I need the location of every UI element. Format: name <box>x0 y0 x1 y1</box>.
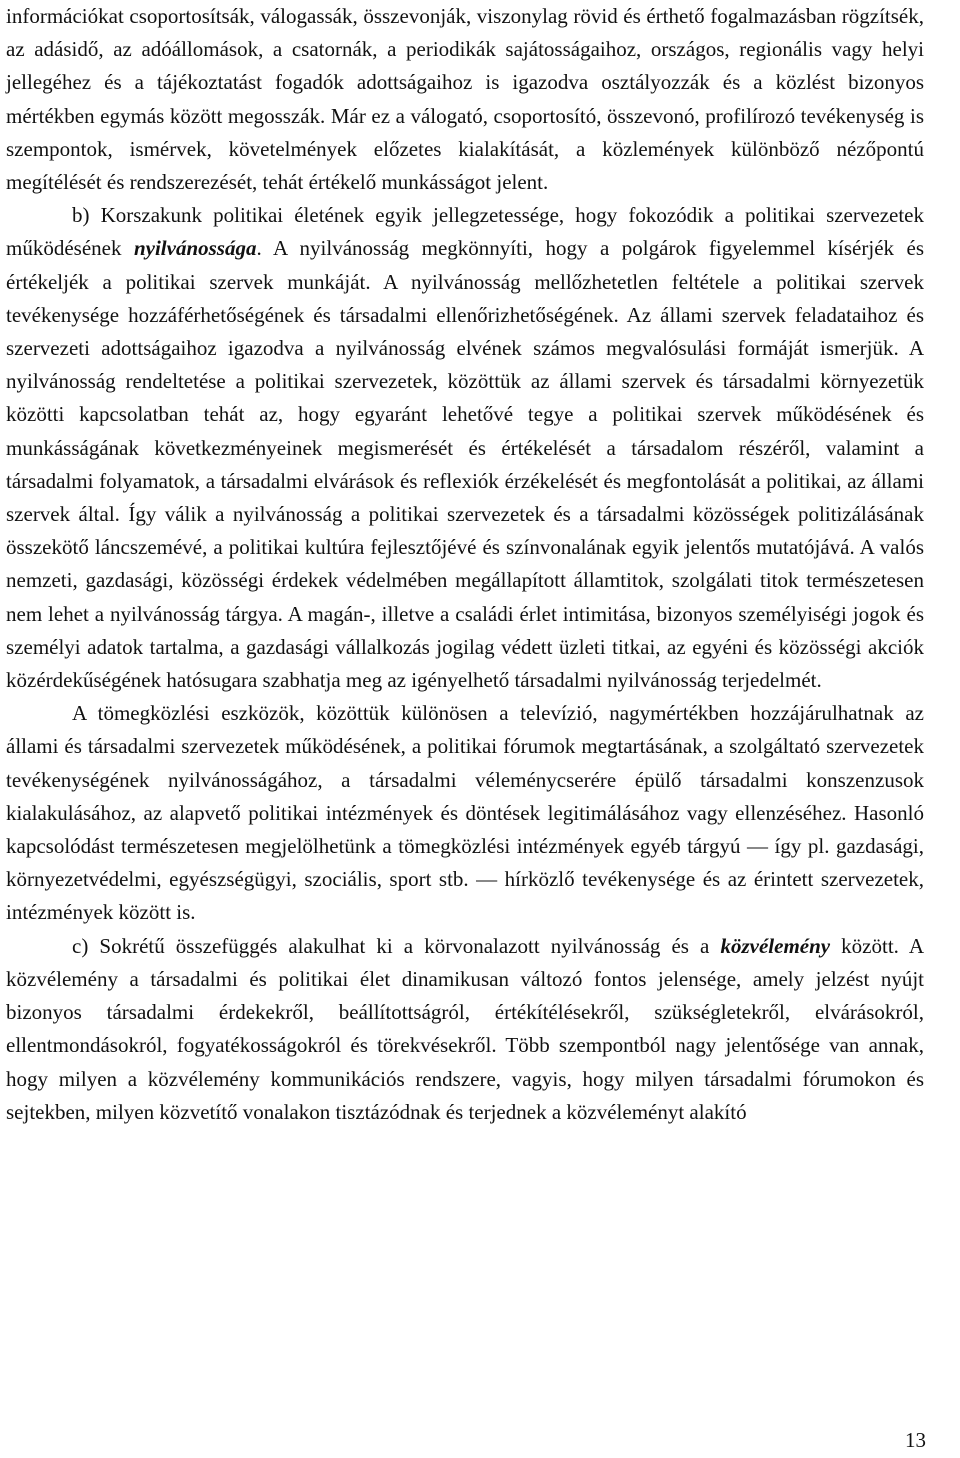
paragraph-text: között. A közvélemény a társadalmi és politikai élet dinamikusan változó fontos jelensége, amely jelzést nyújt bizonyos társadalmi érdekekről, beállítottságról, értékítélésekről, szükségletekről, elvárásokról, ellentmondásokról, fogyatékosságokról és törekvésekről. Több szempontból nagy jelentősége van annak, hogy milyen a közvélemény kommunikációs rendszere, vagyis, hogy milyen társadalmi fórumokon és sejtekben, milyen közvetítő vonalakon tisztázódnak és terjednek a közvéleményt alakító <box>6 933 924 1124</box>
paragraph-text: A tömegközlési eszközök, közöttük különösen a televízió, nagymértékben hozzájárulhatnak az állami és társadalmi szervezetek működésének, a politikai fórumok megtartásának, a szolgáltató szervezetek tevékenységének nyilvánosságához, a társadalmi véleménycserére épülő társadalmi konszenzusok kialakulásához, az alapvető politikai intézmények és döntések legitimálásához vagy ellenzéséhez. Hasonló kapcsolódást természetesen megjelölhetünk a tömegközlési intézmények egyéb tárgyú — így pl. gazdasági, környezetvédelmi, egyészségügyi, szociális, sport stb. — hírközlő tevékenysége és az érintett szervezetek, intézmények között is. <box>6 701 924 925</box>
paragraph <box>6 199 924 697</box>
page-number: 13 <box>905 1428 926 1452</box>
paragraph <box>6 0 924 199</box>
paragraph-text: . A nyilvánosság megkönnyíti, hogy a polgárok figyelemmel kísérjék és értékeljék a politikai szervek munkáját. A nyilvánosság mellőzhetetlen feltétele a politikai szervek tevékenysége hozzáférhetőségének és társadalmi ellenőrizhetőségének. Az állami szervek feladataihoz és szervezeti adottságaihoz igazodva a nyilvánosság elvének számos megvalósulási formáját ismerjük. A nyilvánosság rendeltetése a politikai szervezetek, közöttük az állami szervek és társadalmi környezetük közötti kapcsolatban tehát az, hogy egyaránt lehetővé tegye a politikai szervek működésének és munkásságának következményeinek megismerését és értékelését a társadalom részéről, valamint a társadalmi folyamatok, a társadalmi elvárások és reflexiók érzékelését és megfontolását a politikai, az állami szervek által. Így válik a nyilvánosság a politikai szervezetek és a társadalmi közösségek politizálásának összekötő láncszemévé, a politikai kultúra fejlesztőjévé és színvonalának egyik jelentős mutatójává. A valós nemzeti, gazdasági, közösségi érdekek védelmében megállapított államtitok, szolgálati titok természetesen nem lehet a nyilvánosság tárgya. A magán-, illetve a családi érlet intimitása, bizonyos személyiségi jogok és személyi adatok tartalma, a gazdasági vállalkozás jogilag védett üzleti titkai, az egyéni és közösségi akciók közérdekűségének hatósugara szabhatja meg az igényelhető társadalmi nyilvánosság terjedelmét. <box>6 236 924 693</box>
emphasized-term: közvélemény <box>720 933 831 958</box>
paragraph <box>6 697 924 929</box>
paragraph-text: c) Sokrétű összefüggés alakulhat ki a körvonalazott nyilvánosság és a <box>72 933 721 958</box>
paragraph <box>6 930 924 1129</box>
paragraph-text: információkat csoportosítsák, válogassák, összevonják, viszonylag rövid és érthető fogalmazásban rögzítsék, az adásidő, az adóállomások, a csatornák, a periodikák sajátosságaihoz, országos, regionális vagy helyi jellegéhez és a tájékoztatást fogadók adottságaihoz is igazodva osztályozzák és a közlést bizonyos mértékben egymás között megosszák. Már ez a válogató, csoportosító, összevonó, profilírozó tevékenység is szempontok, ismérvek, követelmények előzetes kialakítását, a közlemények különböző nézőpontú megítélését és rendszerezését, tehát értékelő munkásságot jelent. <box>6 4 924 195</box>
emphasized-term: nyilvánossága <box>133 236 257 261</box>
body-text <box>6 0 924 1129</box>
paragraph-text: b) Korszakunk politikai életének egyik jellegzetessége, hogy fokozódik a politikai szervezetek működésének <box>6 203 924 261</box>
